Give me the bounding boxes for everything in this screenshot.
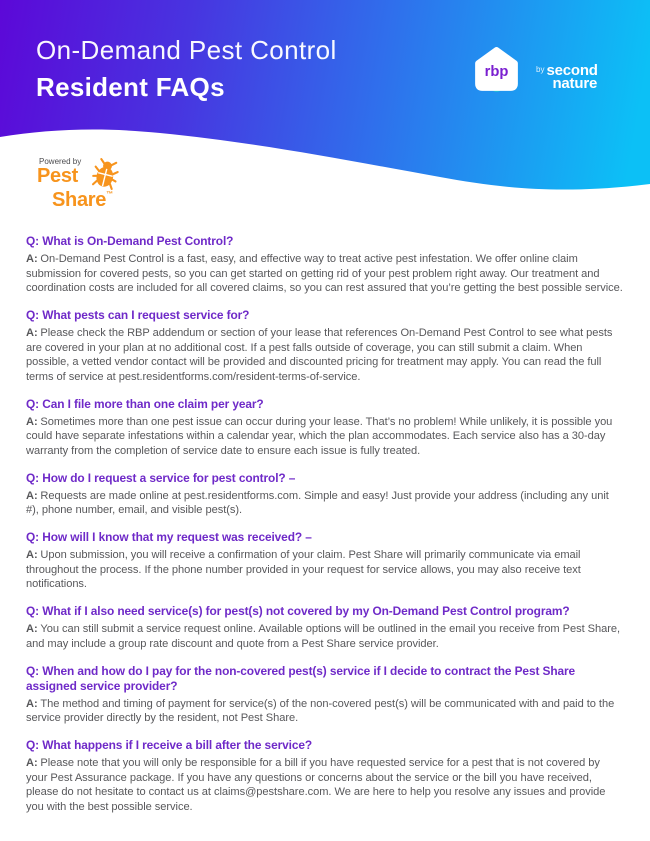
answer-prefix: A: bbox=[26, 757, 38, 769]
answer-prefix: A: bbox=[26, 697, 38, 710]
answer-text: Requests are made online at pest.residentforms.com. Simple and easy! Just provide your address (including any unit #), phone number, email, and visible pest(s). bbox=[26, 489, 609, 516]
trademark-symbol: ™ bbox=[106, 191, 113, 198]
rbp-logo-icon bbox=[468, 42, 525, 99]
faq-answer bbox=[26, 252, 624, 296]
rbp-logo-text: rbp bbox=[484, 64, 509, 81]
faq-question: Q: Can I file more than one claim per year? bbox=[26, 396, 264, 411]
faq-list bbox=[0, 234, 650, 814]
answer-prefix: A: bbox=[26, 489, 38, 502]
faq-item bbox=[26, 530, 624, 592]
answer-text: The method and timing of payment for service(s) of the non-covered pest(s) will be communicated with and paid to the service provider directly by the resident, not Pest Share. bbox=[26, 697, 615, 724]
answer-text: Please note that you will only be responsible for a bill if you have requested service for a pest that is not covered by your Pest Assurance package. If you have any questions or concerns about the service or the bill you have received, please do not hesitate to contact us at claims@pestshare.com. We are here to help you resolve any issues and provide you with the best possible service. bbox=[26, 757, 606, 813]
faq-answer bbox=[26, 756, 624, 814]
answer-prefix: A: bbox=[26, 253, 38, 265]
answer-text: On-Demand Pest Control is a fast, easy, and effective way to treat active pest infestation. We offer online claim submission for covered pests, so you can get started on getting rid of your pest problem right away. Our treatment and coordination costs are included for all covered claims, so you can rest assured that you’re getting the best possible service. bbox=[26, 253, 623, 294]
page-title: On-Demand Pest Control bbox=[36, 35, 337, 65]
pestshare-word-pest: Pest bbox=[37, 165, 79, 187]
faq-item bbox=[26, 471, 624, 518]
faq-question: Q: What pests can I request service for? bbox=[26, 308, 250, 322]
answer-text: Upon submission, you will receive a confirmation of your claim. Pest Share will primarily communicate via email throughout the process. If the phone number provided in your request for service allows, you may also receive text notifications. bbox=[26, 549, 581, 590]
faq-item bbox=[26, 738, 624, 814]
faq-question: Q: When and how do I pay for the non-covered pest(s) service if I decide to contract the Pest Share assigned service provider? bbox=[26, 663, 576, 693]
answer-prefix: A: bbox=[26, 549, 38, 561]
answer-text: You can still submit a service request online. Available options will be outlined in the email you receive from Pest Share, and may include a group rate discount and quote from a Pest Share service provider. bbox=[26, 623, 621, 650]
faq-answer bbox=[26, 697, 624, 726]
answer-text: Sometimes more than one pest issue can occur during your lease. That’s no problem! While unlikely, it is possible you could have separate infestations within a calendar year, which the plan accommodates. Each service also has a 30-day warranty from the completion of service date to ensure each issue is fully treated. bbox=[26, 415, 613, 457]
faq-question: Q: How will I know that my request was received? – bbox=[26, 530, 312, 544]
answer-prefix: A: bbox=[26, 623, 38, 635]
faq-item bbox=[26, 234, 624, 296]
faq-answer bbox=[26, 326, 624, 384]
second-nature-wordmark bbox=[536, 51, 598, 90]
faq-answer bbox=[26, 415, 624, 459]
faq-question: Q: How do I request a service for pest control? – bbox=[26, 470, 296, 485]
header-titles bbox=[36, 32, 337, 106]
faq-item bbox=[26, 604, 624, 651]
faq-answer bbox=[26, 622, 624, 651]
page-subtitle: Resident FAQs bbox=[36, 72, 225, 102]
second-nature-name: second nature bbox=[546, 62, 598, 92]
faq-item bbox=[26, 397, 624, 459]
faq-question: Q: What is On-Demand Pest Control? bbox=[26, 234, 234, 248]
faq-item bbox=[26, 664, 624, 726]
faq-item bbox=[26, 308, 624, 384]
faq-answer bbox=[26, 548, 624, 592]
answer-prefix: A: bbox=[26, 327, 38, 339]
faq-question: Q: What happens if I receive a bill after the service? bbox=[26, 738, 313, 752]
pestshare-logo bbox=[37, 157, 113, 209]
pestshare-word-share: Share™ bbox=[52, 189, 113, 211]
faq-question: Q: What if I also need service(s) for pest(s) not covered by my On-Demand Pest Control program? bbox=[26, 604, 570, 618]
powered-by-label: Powered by bbox=[39, 157, 82, 166]
answer-text: Please check the RBP addendum or section of your lease that references On-Demand Pest Control to see what pests are covered in your plan at no additional cost. If a pest falls outside of coverage, you can still submit a claim. When possible, a vetted vendor contact will be provided and discounted pricing for treatment may apply. You can read the full terms of service at pest.residentforms.com/resident-terms-of-service. bbox=[26, 327, 613, 383]
by-label: by bbox=[536, 65, 545, 74]
rbp-brand bbox=[468, 42, 598, 99]
faq-answer bbox=[26, 489, 624, 518]
answer-prefix: A: bbox=[26, 415, 38, 428]
